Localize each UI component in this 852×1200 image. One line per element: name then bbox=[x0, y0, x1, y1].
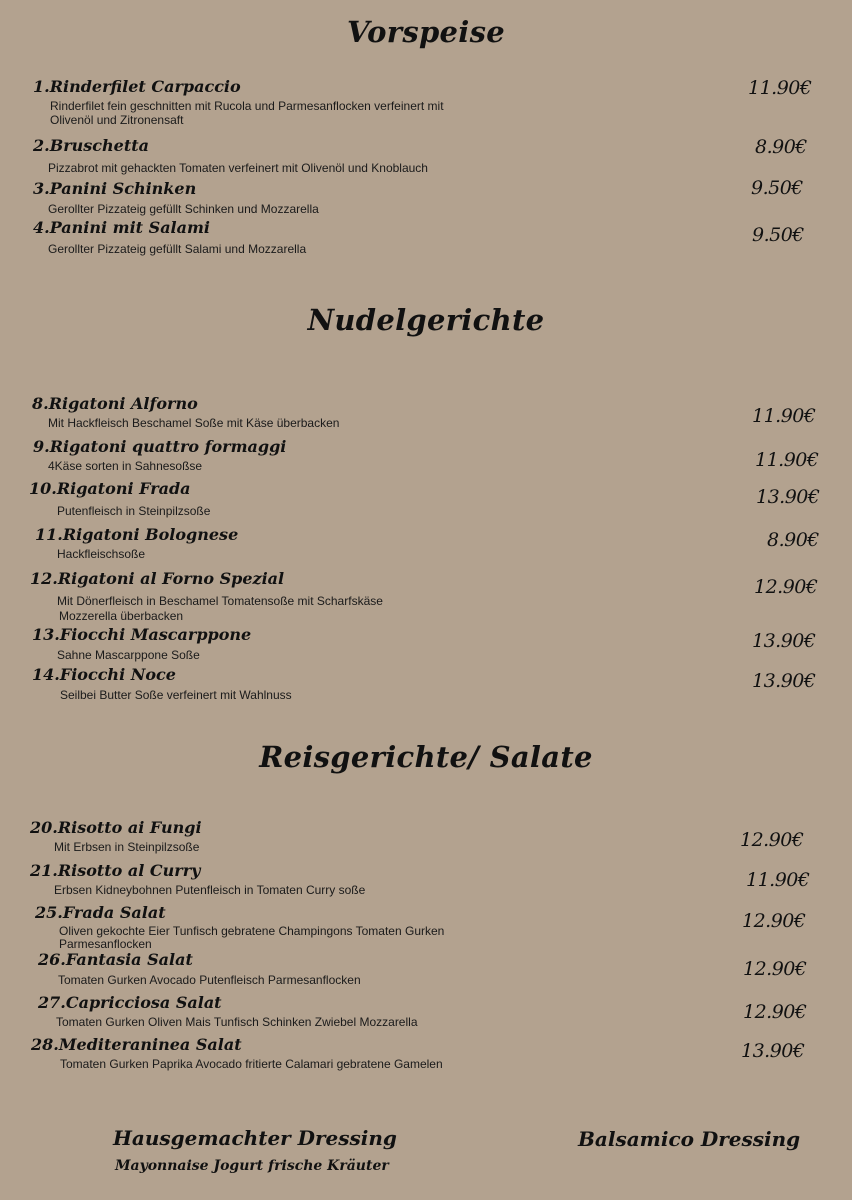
item-description: Seilbei Butter Soße verfeinert mit Wahlnuss bbox=[60, 688, 292, 702]
item-price: 12.90€ bbox=[754, 576, 818, 598]
item-price: 12.90€ bbox=[740, 829, 804, 851]
item-description-line2: Mozzerella überbacken bbox=[59, 609, 184, 623]
item-description: Hackfleischsoße bbox=[57, 547, 146, 561]
item-name: 1.Rinderfilet Carpaccio bbox=[33, 77, 241, 96]
item-price: 11.90€ bbox=[752, 405, 816, 427]
item-name: 26.Fantasia Salat bbox=[38, 950, 193, 969]
item-price: 12.90€ bbox=[742, 910, 806, 932]
item-price: 8.90€ bbox=[755, 136, 807, 158]
item-description: Mit Dönerfleisch in Beschamel Tomatensoße mit Scharfskäse bbox=[57, 594, 383, 608]
dressing-homemade-title: Hausgemachter Dressing bbox=[113, 1126, 397, 1150]
item-price: 13.90€ bbox=[741, 1040, 805, 1062]
item-price: 9.50€ bbox=[752, 224, 804, 246]
item-name: 4.Panini mit Salami bbox=[33, 218, 211, 237]
item-name: 3.Panini Schinken bbox=[33, 179, 197, 198]
item-name: 25.Frada Salat bbox=[35, 903, 166, 922]
item-description-line2: Parmesanflocken bbox=[59, 937, 152, 951]
item-name: 14.Fiocchi Noce bbox=[32, 665, 176, 684]
item-description-line2: Olivenöl und Zitronensaft bbox=[50, 113, 184, 127]
item-description: Erbsen Kidneybohnen Putenfleisch in Tomaten Curry soße bbox=[54, 883, 366, 897]
item-price: 13.90€ bbox=[752, 630, 816, 652]
item-price: 12.90€ bbox=[743, 1001, 807, 1023]
item-name: 9.Rigatoni quattro formaggi bbox=[33, 437, 287, 456]
dressing-homemade-ingredients: Mayonnaise Jogurt frische Kräuter bbox=[115, 1158, 389, 1174]
section-title-nudelgerichte: Nudelgerichte bbox=[307, 303, 545, 337]
item-description: Gerollter Pizzateig gefüllt Schinken und Mozzarella bbox=[48, 202, 319, 216]
item-description: Pizzabrot mit gehackten Tomaten verfeinert mit Olivenöl und Knoblauch bbox=[48, 161, 428, 175]
item-name: 27.Capricciosa Salat bbox=[38, 993, 222, 1012]
item-description: 4Käse sorten in Sahnesoßse bbox=[48, 459, 203, 473]
item-name: 21.Risotto al Curry bbox=[30, 861, 201, 880]
item-name: 2.Bruschetta bbox=[33, 136, 149, 155]
item-description: Putenfleisch in Steinpilzsoße bbox=[57, 504, 211, 518]
item-price: 12.90€ bbox=[743, 958, 807, 980]
item-description: Tomaten Gurken Oliven Mais Tunfisch Schinken Zwiebel Mozzarella bbox=[56, 1015, 418, 1029]
item-description: Tomaten Gurken Avocado Putenfleisch Parmesanflocken bbox=[58, 973, 361, 987]
section-title-vorspeise: Vorspeise bbox=[346, 15, 505, 49]
item-name: 20.Risotto ai Fungi bbox=[30, 818, 202, 837]
item-name: 10.Rigatoni Frada bbox=[29, 479, 191, 498]
item-description: Mit Hackfleisch Beschamel Soße mit Käse überbacken bbox=[48, 416, 340, 430]
item-price: 13.90€ bbox=[752, 670, 816, 692]
item-price: 11.90€ bbox=[746, 869, 810, 891]
item-name: 28.Mediteraninea Salat bbox=[31, 1035, 242, 1054]
item-price: 11.90€ bbox=[755, 449, 819, 471]
item-name: 12.Rigatoni al Forno Spezial bbox=[30, 569, 285, 588]
item-description: Rinderfilet fein geschnitten mit Rucola und Parmesanflocken verfeinert mit bbox=[50, 99, 444, 113]
item-name: 13.Fiocchi Mascarppone bbox=[32, 625, 252, 644]
item-description: Sahne Mascarppone Soße bbox=[57, 648, 200, 662]
item-price: 9.50€ bbox=[751, 177, 803, 199]
section-title-reisgerichte: Reisgerichte/ Salate bbox=[259, 740, 593, 774]
item-description: Gerollter Pizzateig gefüllt Salami und Mozzarella bbox=[48, 242, 307, 256]
item-name: 8.Rigatoni Alforno bbox=[32, 394, 198, 413]
item-price: 11.90€ bbox=[748, 77, 812, 99]
item-description: Mit Erbsen in Steinpilzsoße bbox=[54, 840, 200, 854]
item-description: Tomaten Gurken Paprika Avocado fritierte Calamari gebratene Gamelen bbox=[60, 1057, 443, 1071]
item-name: 11.Rigatoni Bolognese bbox=[35, 525, 239, 544]
item-price: 13.90€ bbox=[756, 486, 820, 508]
item-price: 8.90€ bbox=[767, 529, 819, 551]
item-description: Oliven gekochte Eier Tunfisch gebratene Champingons Tomaten Gurken bbox=[59, 924, 445, 938]
dressing-balsamico-title: Balsamico Dressing bbox=[578, 1127, 801, 1151]
